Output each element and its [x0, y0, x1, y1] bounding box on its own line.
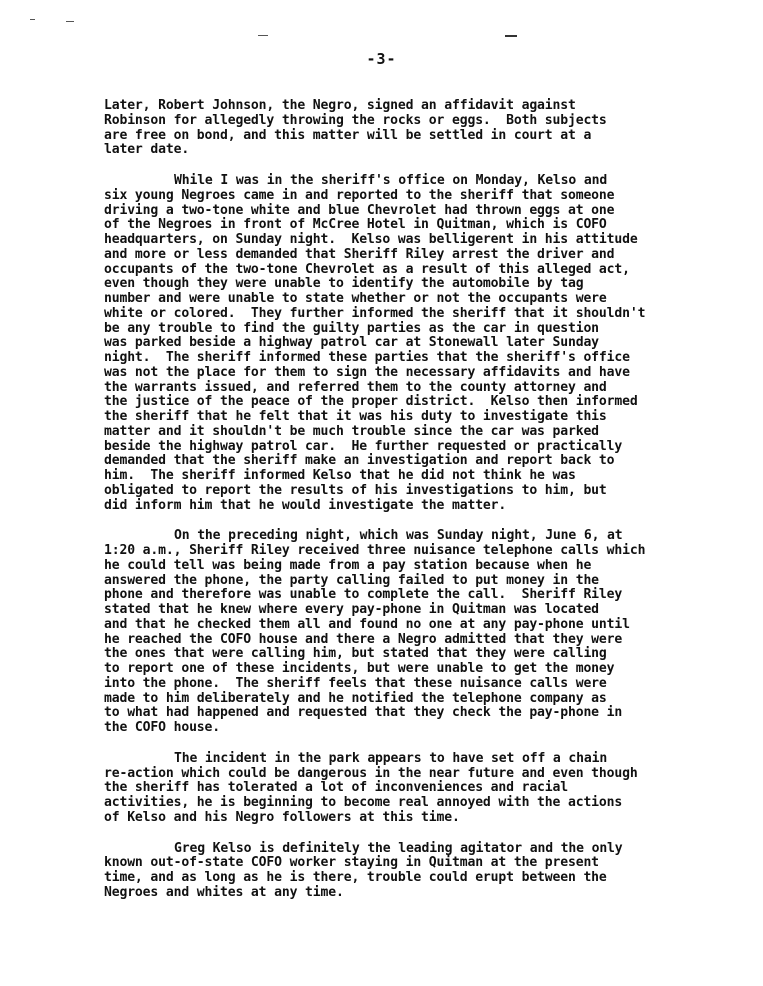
text-line: activities, he is beginning to become real annoyed with the actions — [104, 795, 623, 810]
text-line: phone and therefore was unable to complete the call. Sheriff Riley — [104, 587, 623, 603]
text-line: the COFO house. — [104, 720, 220, 735]
scan-speck — [66, 21, 74, 22]
text-line: number and were unable to state whether or not the occupants were — [104, 291, 607, 306]
scan-speck — [505, 35, 517, 37]
page-number: -3- — [366, 50, 397, 68]
text-line: the justice of the peace of the proper district. Kelso then informed — [104, 394, 638, 410]
text-line: Greg Kelso is definitely the leading agitator and the only — [174, 840, 623, 856]
text-line: Negroes and whites at any time. — [104, 884, 344, 900]
text-line: he reached the COFO house and there a Negro admitted that they were — [104, 631, 623, 647]
text-line: are free on bond, and this matter will be settled in court at a — [104, 127, 592, 143]
text-line: On the preceding night, which was Sunday night, June 6, at — [174, 528, 623, 544]
text-line: and that he checked them all and found no one at any pay-phone until — [104, 616, 630, 632]
text-line: night. The sheriff informed these parties that the sheriff's office — [104, 350, 630, 365]
text-line: re-action which could be dangerous in the near future and even though — [104, 765, 638, 781]
text-line: him. The sheriff informed Kelso that he did not think he was — [104, 468, 576, 483]
text-line: and more or less demanded that Sheriff Riley arrest the driver and — [104, 246, 615, 262]
text-line: did inform him that he would investigate the matter. — [104, 497, 507, 513]
text-line: The incident in the park appears to have set off a chain — [174, 750, 608, 766]
paragraph — [104, 99, 744, 158]
scan-speck — [30, 19, 35, 20]
text-line: was not the place for them to sign the necessary affidavits and have — [104, 364, 630, 380]
text-line: the sheriff that he felt that it was his duty to investigate this — [104, 409, 607, 424]
text-line: made to him deliberately and he notified the telephone company as — [104, 690, 607, 706]
text-line: time, and as long as he is there, trouble could erupt between the — [104, 870, 607, 885]
text-line: stated that he knew where every pay-phone in Quitman was located — [104, 602, 599, 617]
text-line: occupants of the two-tone Chevrolet as a result of this alleged act, — [104, 261, 630, 277]
text-line: driving a two-tone white and blue Chevrolet had thrown eggs at one — [104, 202, 615, 218]
text-line: obligated to report the results of his investigations to him, but — [104, 482, 607, 498]
text-line: While I was in the sheriff's office on Monday, Kelso and — [174, 173, 608, 188]
text-line: Later, Robert Johnson, the Negro, signed an affidavit against — [104, 98, 576, 113]
scan-speck — [258, 35, 268, 36]
text-line: to what had happened and requested that they check the pay-phone in — [104, 705, 623, 721]
text-line: he could tell was being made from a pay station because when he — [104, 557, 592, 573]
text-line: was parked beside a highway patrol car at Stonewall later Sunday — [104, 335, 599, 351]
text-line: 1:20 a.m., Sheriff Riley received three nuisance telephone calls which — [104, 543, 646, 558]
text-line: six young Negroes came in and reported to the sheriff that someone — [104, 187, 615, 203]
text-line: to report one of these incidents, but were unable to get the money — [104, 661, 615, 676]
text-line: be any trouble to find the guilty parties as the car in question — [104, 320, 599, 336]
text-line: answered the phone, the party calling failed to put money in the — [104, 572, 599, 588]
text-line: of the Negroes in front of McCree Hotel in Quitman, which is COFO — [104, 217, 607, 233]
text-line: later date. — [104, 142, 190, 158]
text-line: the ones that were calling him, but stated that they were calling — [104, 646, 607, 662]
text-line: of Kelso and his Negro followers at this time. — [104, 809, 460, 825]
text-line: known out-of-state COFO worker staying in Quitman at the present — [104, 855, 599, 871]
text-line: even though they were unable to identify the automobile by tag — [104, 276, 584, 292]
text-line: Robinson for allegedly throwing the rocks or eggs. Both subjects — [104, 112, 607, 128]
text-line: beside the highway patrol car. He further requested or practically — [104, 438, 623, 454]
text-line: into the phone. The sheriff feels that these nuisance calls were — [104, 675, 607, 691]
paragraph — [104, 842, 744, 901]
paragraph — [104, 529, 744, 736]
body-text — [104, 99, 744, 917]
text-line: the warrants issued, and referred them to the county attorney and — [104, 379, 607, 395]
paragraph — [104, 752, 744, 826]
text-line: white or colored. They further informed the sheriff that it shouldn't — [104, 305, 646, 321]
text-line: demanded that the sheriff make an investigation and report back to — [104, 453, 615, 469]
text-line: the sheriff has tolerated a lot of inconveniences and racial — [104, 780, 568, 796]
text-line: headquarters, on Sunday night. Kelso was belligerent in his attitude — [104, 232, 638, 247]
paragraph — [104, 174, 744, 513]
text-line: matter and it shouldn't be much trouble since the car was parked — [104, 423, 599, 439]
